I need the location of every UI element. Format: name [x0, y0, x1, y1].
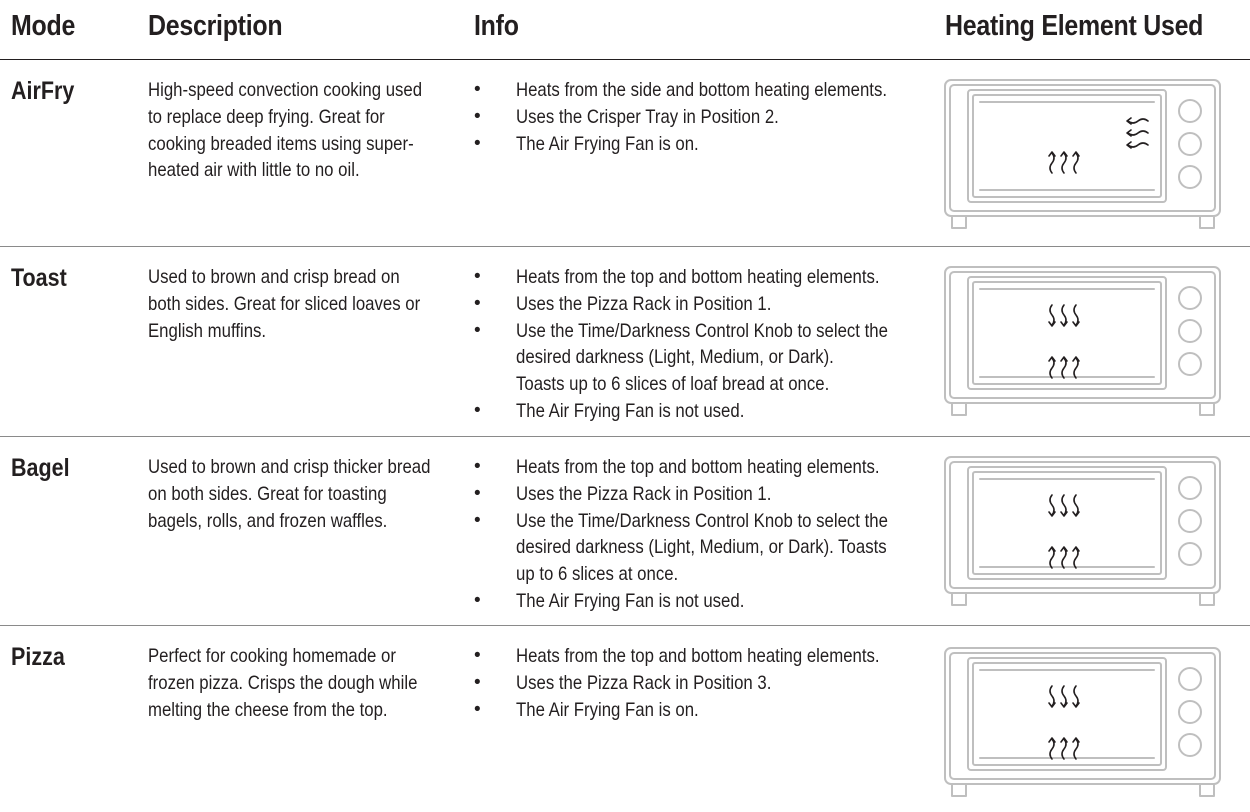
- info-item: • The Air Frying Fan is on.: [474, 697, 971, 724]
- oven-top-bottom-heat-icon: [940, 455, 1230, 610]
- oven-top-bottom-heat-icon: [940, 646, 1230, 801]
- bullet-icon: •: [474, 399, 481, 421]
- table-row: [0, 60, 1250, 247]
- bullet-icon: •: [474, 266, 481, 287]
- info-item: • The Air Frying Fan is not used.: [474, 398, 971, 425]
- table-header: [0, 0, 1250, 60]
- oven-side-bottom-heat-icon: [940, 78, 1230, 233]
- info-item: • The Air Frying Fan is not used.: [474, 588, 971, 615]
- table-row: [0, 437, 1250, 626]
- info-list: [474, 643, 971, 723]
- info-item: • Heats from the top and bottom heating elements.: [474, 264, 971, 291]
- bullet-icon: •: [474, 482, 481, 504]
- info-list: [474, 264, 971, 425]
- info-item: • Uses the Pizza Rack in Position 1.: [474, 481, 971, 508]
- mode-label: Pizza: [11, 643, 65, 671]
- bullet-icon: •: [474, 645, 481, 666]
- header-mode: Mode: [11, 10, 76, 42]
- bullet-icon: •: [474, 589, 481, 611]
- header-description: Description: [148, 10, 283, 42]
- info-item: • Heats from the top and bottom heating elements.: [474, 454, 971, 481]
- info-item: • Uses the Pizza Rack in Position 3.: [474, 670, 971, 697]
- mode-label: AirFry: [11, 77, 75, 105]
- header-info: Info: [474, 10, 519, 42]
- info-item: • Uses the Pizza Rack in Position 1.: [474, 291, 971, 318]
- table-row: [0, 626, 1250, 812]
- info-list: [474, 454, 971, 615]
- bullet-icon: •: [474, 319, 481, 341]
- info-item: • Uses the Crisper Tray in Position 2.: [474, 104, 971, 131]
- mode-label: Bagel: [11, 454, 70, 482]
- bullet-icon: •: [474, 671, 481, 693]
- bullet-icon: •: [474, 509, 481, 531]
- info-item: • Heats from the side and bottom heating elements.: [474, 77, 971, 104]
- table-row: [0, 247, 1250, 437]
- info-item: • Heats from the top and bottom heating elements.: [474, 643, 971, 670]
- mode-description: Used to brown and crisp bread on both sides. Great for sliced loaves or English muffins.: [148, 266, 421, 342]
- header-heating-element: Heating Element Used: [945, 10, 1204, 42]
- mode-description: Used to brown and crisp thicker bread on both sides. Great for toasting bagels, rolls, and frozen waffles.: [148, 456, 431, 532]
- bullet-icon: •: [474, 698, 481, 720]
- info-item: • Use the Time/Darkness Control Knob to select the desired darkness (Light, Medium, or Dark). Toasts up to 6 slices at once.: [474, 509, 888, 586]
- info-item: • The Air Frying Fan is on.: [474, 131, 971, 158]
- info-list: [474, 77, 971, 157]
- bullet-icon: •: [474, 105, 481, 127]
- mode-description: Perfect for cooking homemade or frozen pizza. Crisps the dough while melting the cheese from the top.: [148, 645, 418, 721]
- mode-label: Toast: [11, 264, 67, 292]
- info-item: • Use the Time/Darkness Control Knob to select the desired darkness (Light, Medium, or Dark). Toasts up to 6 slices of loaf bread at once.: [474, 319, 888, 396]
- bullet-icon: •: [474, 456, 481, 477]
- bullet-icon: •: [474, 132, 481, 154]
- bullet-icon: •: [474, 79, 481, 100]
- oven-top-bottom-heat-icon: [940, 265, 1230, 420]
- mode-description: High-speed convection cooking used to replace deep frying. Great for cooking breaded items using super-heated air with little to no oil.: [148, 79, 423, 182]
- bullet-icon: •: [474, 292, 481, 314]
